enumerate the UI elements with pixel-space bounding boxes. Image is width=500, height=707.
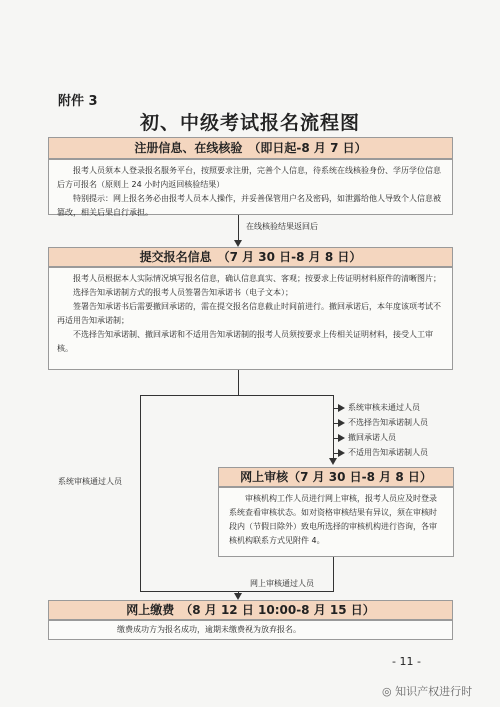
step2-text-2: 选择告知承诺制方式的报考人员签署告知承诺书（电子文本）；	[73, 288, 293, 297]
page-title: 初、中级考试报名流程图	[139, 112, 360, 134]
step4-header: 网上缴费 （8 月 12 日 10:00-8 月 15 日）	[48, 600, 453, 620]
arrow-1	[234, 240, 242, 247]
step1-body	[48, 159, 453, 215]
step1-text-2: 特别提示：网上报名务必由报考人员本人操作，并妥善保管用户名及密码，如泄露给他人导致个人信息被篡改，相关后果自行承担。	[57, 194, 441, 217]
right-branch-line	[333, 395, 334, 459]
arrow-to-payment	[234, 593, 242, 600]
step3-body	[218, 487, 454, 557]
review-down-line	[333, 557, 334, 591]
watermark	[382, 683, 472, 699]
wechat-icon: ◎	[382, 685, 392, 698]
attachment-label: 附件 3	[58, 94, 98, 109]
left-branch-line	[140, 395, 141, 591]
page-number: - 11 -	[392, 655, 421, 668]
merge-line	[140, 591, 334, 592]
cond-label-3: 撤回承诺人员	[348, 433, 396, 442]
step4-text-1: 缴费成功方为报名成功，逾期未缴费视为放弃报名。	[117, 625, 301, 634]
cond-label-1: 系统审核未通过人员	[348, 403, 420, 412]
cond-arrow-4	[338, 449, 345, 457]
step3-text-1: 审核机构工作人员进行网上审核，报考人员应及时登录系统查看审核状态。如对资格审核结果有异议，须在审核时段内（节假日除外）致电所选择的审核机构进行咨询，各审核机构联系方式见附件 4。	[229, 494, 437, 545]
connector-2	[238, 370, 239, 395]
watermark-text: 知识产权进行时	[395, 685, 473, 698]
step1-header: 注册信息、在线核验 （即日起-8 月 7 日）	[48, 137, 453, 159]
cond-arrow-3	[338, 434, 345, 442]
step4-body	[48, 620, 453, 640]
step2-header: 提交报名信息 （7 月 30 日-8 月 8 日）	[48, 247, 453, 267]
step2-text-3: 签署告知承诺书后需要撤回承诺的，需在提交报名信息截止时间前进行。撤回承诺后，本年度该项考试不再适用告知承诺制；	[57, 302, 441, 325]
step2-body	[48, 267, 453, 370]
step2-text-1: 报考人员根据本人实际情况填写报名信息，确认信息真实、客观；按要求上传证明材料原件的清晰图片；	[73, 274, 441, 283]
step2-text-4: 不选择告知承诺制、撤回承诺和不适用告知承诺制的报考人员须按要求上传相关证明材料，接受人工审核。	[57, 330, 433, 353]
cond-arrow-1	[338, 404, 345, 412]
cond-label-2: 不选择告知承诺制人员	[348, 418, 428, 427]
online-pass-label: 网上审核通过人员	[250, 579, 314, 588]
connector-1	[238, 215, 239, 242]
branch-top-line	[140, 395, 333, 396]
step1-text-1: 报考人员须本人登录报名服务平台，按照要求注册，完善个人信息，待系统在线核验身份、学历学位信息后方可报名（原则上 24 小时内返回核验结果）	[57, 166, 441, 189]
cond-label-4: 不适用告知承诺制人员	[348, 448, 428, 457]
step3-header: 网上审核（7 月 30 日-8 月 8 日）	[218, 467, 454, 487]
system-pass-label: 系统审核通过人员	[58, 477, 122, 486]
note-after-verify: 在线核验结果返回后	[246, 222, 318, 231]
cond-arrow-2	[338, 419, 345, 427]
arrow-to-review	[329, 458, 337, 465]
